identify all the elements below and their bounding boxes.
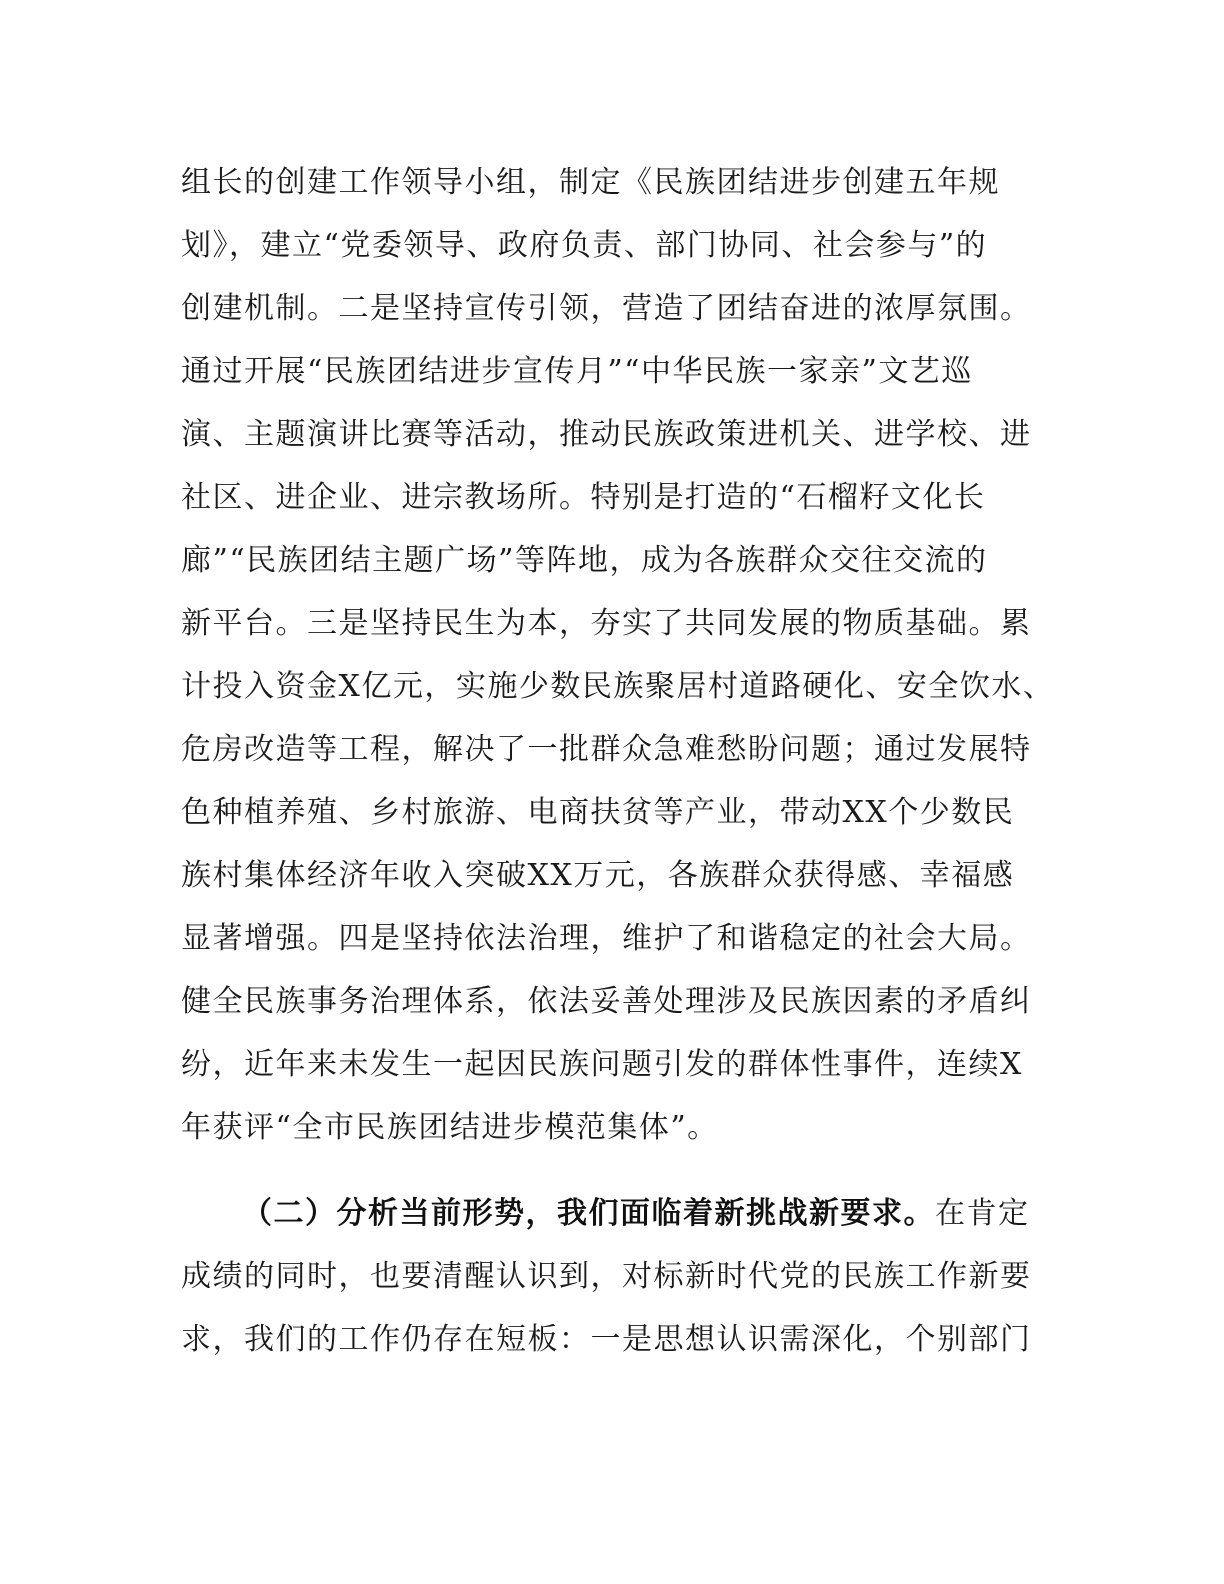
body-text-line: 廊”“民族团结主题广场”等阵地，成为各族群众交往交流的	[181, 543, 988, 578]
section-heading-line	[242, 1192, 1062, 1236]
body-text-line: 划》，建立“党委领导、政府负责、部门协同、社会参与”的	[181, 228, 988, 263]
body-text-line: 通过开展“民族团结进步宣传月”“中华民族一家亲”文艺巡	[181, 354, 973, 389]
body-text-line: 族村集体经济年收入突破XX万元，各族群众获得感、幸福感	[181, 858, 1015, 893]
body-text-line: 演、主题演讲比赛等活动，推动民族政策进机关、进学校、进	[181, 417, 1032, 452]
body-text-line: 显著增强。四是坚持依法治理，维护了和谐稳定的社会大局。	[181, 921, 1032, 956]
body-text-line: 色种植养殖、乡村旅游、电商扶贫等产业，带动XX个少数民	[181, 795, 1015, 830]
body-text-line: 成绩的同时，也要清醒认识到，对标新时代党的民族工作新要	[181, 1259, 1032, 1294]
body-text-line: 计投入资金X亿元，实施少数民族聚居村道路硬化、安全饮水、	[181, 669, 1055, 704]
body-text-line: 纷，近年来未发生一起因民族问题引发的群体性事件，连续X	[181, 1047, 1023, 1082]
body-text-line: 新平台。三是坚持民生为本，夯实了共同发展的物质基础。累	[181, 606, 1032, 641]
body-text-line: 健全民族事务治理体系，依法妥善处理涉及民族因素的矛盾纠	[181, 984, 1032, 1019]
body-text-line: 求，我们的工作仍存在短板：一是思想认识需深化，个别部门	[181, 1322, 1032, 1357]
body-text-line: 年获评“全市民族团结进步模范集体”。	[181, 1110, 719, 1145]
section-heading: （二）分析当前形势，我们面临着新挑战新要求。	[242, 1196, 935, 1231]
body-text-line: 组长的创建工作领导小组，制定《民族团结进步创建五年规	[181, 165, 1000, 200]
body-text-line: 危房改造等工程，解决了一批群众急难愁盼问题；通过发展特	[181, 732, 1032, 767]
body-text-line: 社区、进企业、进宗教场所。特别是打造的“石榴籽文化长	[181, 480, 986, 515]
body-text-line: 创建机制。二是坚持宣传引领，营造了团结奋进的浓厚氛围。	[181, 291, 1032, 326]
section-heading-tail: 在肯定	[935, 1196, 1030, 1231]
